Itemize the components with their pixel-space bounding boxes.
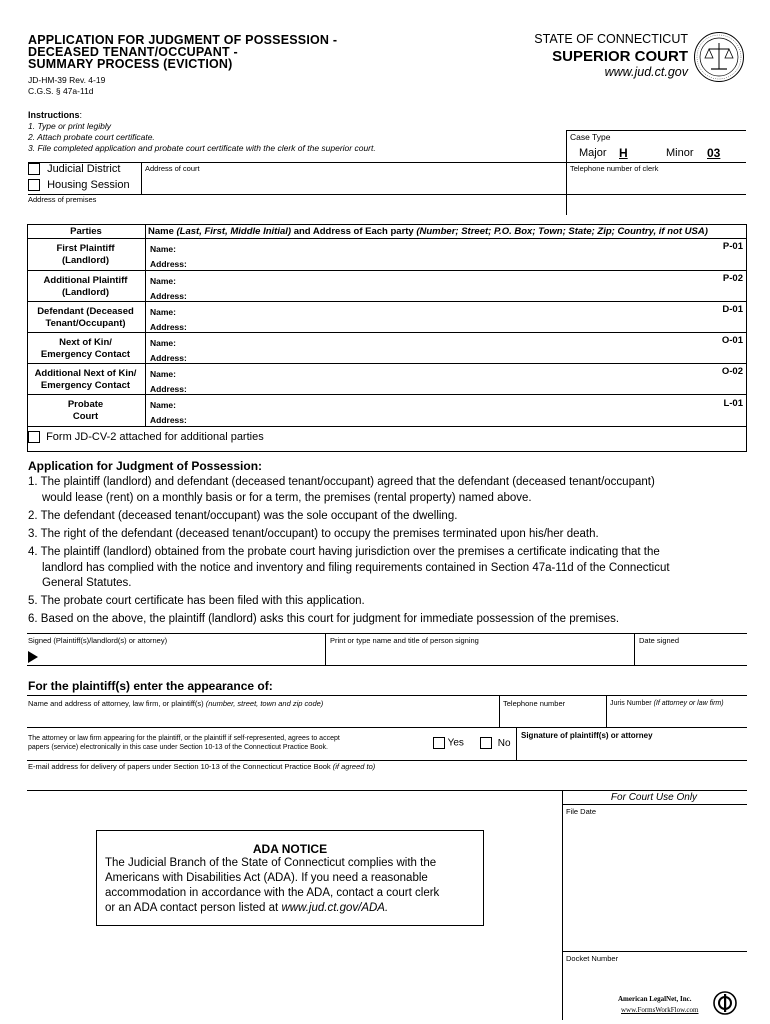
judicial-district-checkbox[interactable] — [28, 163, 40, 175]
consent-yes-label: Yes — [447, 737, 464, 749]
address-of-court-label: Address of court — [145, 164, 200, 173]
additional-parties-option[interactable] — [28, 431, 264, 443]
attorney-name-address-input[interactable] — [28, 709, 494, 725]
consent-yes-checkbox[interactable] — [433, 737, 445, 749]
party-code: O-02 — [721, 366, 743, 377]
attorney-signature-input[interactable] — [521, 742, 743, 758]
address-field-label: Address: — [150, 353, 187, 363]
publisher-name: American LegalNet, Inc. — [618, 995, 692, 1003]
consent-no-label: No — [497, 737, 511, 749]
date-signed-input[interactable] — [639, 646, 744, 662]
housing-session-label: Housing Session — [47, 179, 130, 191]
signature-arrow-icon — [28, 650, 38, 668]
statute: C.G.S. § 47a-11d — [28, 86, 94, 96]
telephone-label: Telephone number — [503, 699, 566, 708]
publisher-url[interactable]: www.FormsWorkFlow.com — [621, 1006, 699, 1014]
title-line-3: SUMMARY PROCESS (EVICTION) — [28, 57, 233, 71]
party-code: O-01 — [721, 335, 743, 346]
application-item-3: 3. The right of the defendant (deceased tenant/occupant) to occupy the premises terminated upon his/her death. — [28, 528, 599, 540]
legalnet-logo-icon — [713, 991, 737, 1015]
additional-parties-label: Form JD-CV-2 attached for additional parties — [46, 431, 264, 443]
instruction-3: 3. File completed application and probate court certificate with the clerk of the superior court. — [28, 143, 376, 153]
title-line-2: DECEASED TENANT/OCCUPANT - — [28, 45, 238, 59]
juris-number-input[interactable] — [610, 709, 744, 725]
form-id: JD-HM-39 Rev. 4-19 — [28, 75, 106, 85]
clerk-telephone-label: Telephone number of clerk — [570, 164, 659, 173]
ada-link[interactable]: www.jud.ct.gov/ADA. — [281, 902, 389, 914]
application-item-1: 1. The plaintiff (landlord) and defendant (deceased tenant/occupant) agreed that the defendant (deceased tenant/occupant) would lease (rent) on a monthly basis or for a term, the premises (rental property) named above. — [28, 476, 655, 504]
instructions-list — [28, 121, 376, 154]
ada-notice-box — [96, 830, 484, 926]
consent-no-option[interactable] — [480, 737, 511, 749]
connecticut-seal-icon — [693, 31, 745, 83]
parties-column-header: Parties — [70, 226, 102, 237]
housing-session-checkbox[interactable] — [28, 179, 40, 191]
party-code: P-02 — [722, 273, 743, 284]
court-website[interactable]: www.jud.ct.gov — [604, 65, 688, 79]
party-code: L-01 — [723, 398, 743, 409]
address-field-label: Address: — [150, 291, 187, 301]
electronic-consent-text: The attorney or law firm appearing for the plaintiff, or the plaintiff if self-represented, agrees to accept papers (service) electronically in this case under Section 10-13 of the Connecticut Practice Book. — [28, 735, 340, 751]
signed-label: Signed (Plaintiff(s)/landlord(s) or attorney) — [28, 636, 168, 645]
application-item-4: 4. The plaintiff (landlord) obtained from the probate court having jurisdiction over the premises a certificate indicating that the landlord has complied with the notice and inventory and filing requirements contained in Section 47a-11d of the Connecticut General Statutes. — [28, 546, 670, 589]
case-type-major-label: Major — [579, 147, 607, 159]
print-name-label: Print or type name and title of person signing — [330, 636, 479, 645]
name-field-label: Name: — [150, 338, 176, 348]
consent-yes-option[interactable] — [433, 737, 464, 749]
form-title — [28, 34, 337, 70]
name-field-label: Name: — [150, 307, 176, 317]
case-type-minor-value[interactable]: 03 — [707, 146, 721, 160]
party-label-additional-plaintiff: Additional Plaintiff (Landlord) — [43, 275, 128, 298]
judicial-district-label: Judicial District — [47, 163, 121, 175]
consent-no-checkbox[interactable] — [480, 737, 492, 749]
email-label: E-mail address for delivery of papers under Section 10-13 of the Connecticut Practice Book (if agreed to) — [28, 762, 376, 771]
instruction-1: 1. Type or print legibly — [28, 121, 111, 131]
housing-session-option[interactable] — [28, 179, 130, 191]
case-type-label: Case Type — [570, 132, 611, 142]
first-plaintiff-name-input[interactable] — [195, 241, 715, 254]
party-code: P-01 — [722, 241, 743, 252]
date-signed-label: Date signed — [639, 636, 680, 645]
email-input[interactable] — [28, 772, 744, 786]
print-name-input[interactable] — [330, 646, 630, 662]
application-heading: Application for Judgment of Possession: — [28, 459, 263, 473]
court-name: SUPERIOR COURT — [552, 48, 688, 65]
instructions-heading: Instructions: — [28, 110, 83, 120]
address-of-premises-label: Address of premises — [28, 195, 97, 204]
judicial-district-option[interactable] — [28, 163, 120, 175]
title-line-1: APPLICATION FOR JUDGMENT OF POSSESSION - — [28, 33, 338, 47]
ada-notice-text: The Judicial Branch of the State of Connecticut complies with the Americans with Disabilities Act (ADA). If you need a reasonable accommodation in accordance with the ADA, contact a court clerk or an ADA contact person listed at www.jud.ct.gov/ADA. — [105, 857, 440, 914]
party-label-first-plaintiff: First Plaintiff (Landlord) — [56, 243, 115, 266]
party-label-additional-next-of-kin: Additional Next of Kin/ Emergency Contact — [34, 368, 137, 391]
signature-input[interactable] — [45, 646, 320, 662]
additional-parties-checkbox[interactable] — [28, 431, 40, 443]
address-field-label: Address: — [150, 322, 187, 332]
name-field-label: Name: — [150, 276, 176, 286]
application-item-5: 5. The probate court certificate has been filed with this application. — [28, 595, 365, 607]
ada-notice-title: ADA NOTICE — [252, 842, 328, 856]
party-label-defendant: Defendant (Deceased Tenant/Occupant) — [37, 306, 134, 329]
name-field-label: Name: — [150, 400, 176, 410]
party-label-probate-court: Probate Court — [67, 399, 104, 422]
juris-number-label: Juris Number (If attorney or law firm) — [610, 700, 724, 707]
appearance-heading: For the plaintiff(s) enter the appearance of: — [28, 679, 273, 693]
file-date-label: File Date — [566, 807, 597, 816]
application-item-2: 2. The defendant (deceased tenant/occupant) was the sole occupant of the dwelling. — [28, 510, 458, 522]
name-field-label: Name: — [150, 369, 176, 379]
docket-number-label: Docket Number — [566, 954, 619, 963]
case-type-minor-label: Minor — [666, 147, 694, 159]
case-type-major-value[interactable]: H — [619, 146, 628, 160]
address-field-label: Address: — [150, 259, 187, 269]
name-address-label: Name and address of attorney, law firm, or plaintiff(s) (number, street, town and zip code) — [28, 699, 324, 708]
state-name: STATE OF CONNECTICUT — [534, 32, 688, 46]
court-use-heading: For Court Use Only — [610, 792, 698, 803]
instruction-2: 2. Attach probate court certificate. — [28, 132, 155, 142]
name-field-label: Name: — [150, 244, 176, 254]
name-address-column-header: Name (Last, First, Middle Initial) and Address of Each party (Number; Street; P.O. Box; Town; State; Zip; Country, if not USA) — [148, 226, 708, 237]
address-field-label: Address: — [150, 384, 187, 394]
address-field-label: Address: — [150, 415, 187, 425]
telephone-input[interactable] — [503, 709, 603, 725]
application-item-6: 6. Based on the above, the plaintiff (landlord) asks this court for judgment for immediate possession of the premises. — [28, 613, 620, 625]
party-label-next-of-kin: Next of Kin/ Emergency Contact — [40, 337, 131, 360]
attorney-signature-label: Signature of plaintiff(s) or attorney — [521, 731, 653, 740]
party-code: D-01 — [722, 304, 743, 315]
